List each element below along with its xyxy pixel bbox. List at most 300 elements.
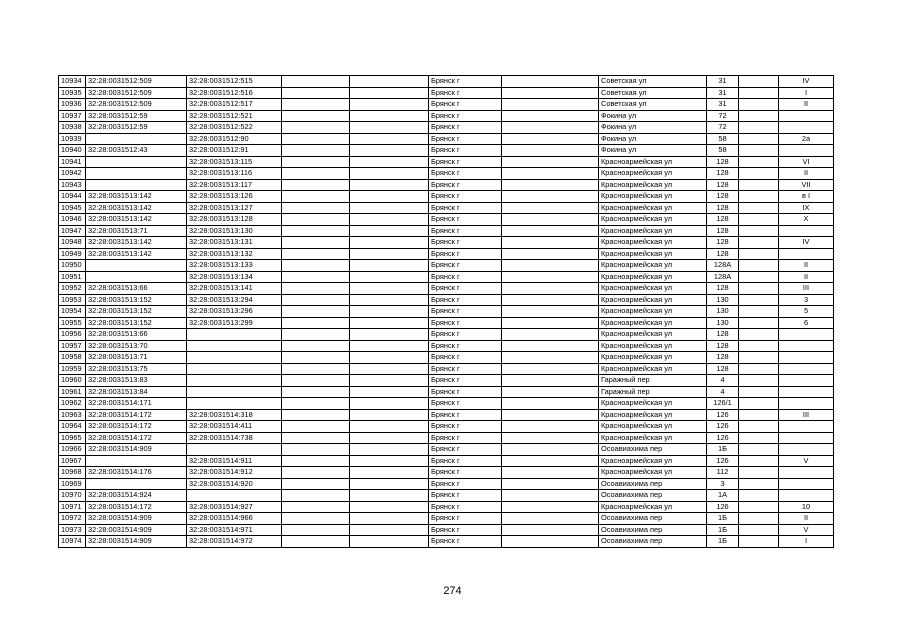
parent-cadastral-number-cell: 32:28:0031514:924 <box>86 490 187 502</box>
table-row <box>59 455 834 467</box>
house-number-cell: 72 <box>707 110 739 122</box>
empty-cell <box>502 444 599 456</box>
room-number-cell: V <box>779 455 834 467</box>
city-cell: Брянск г <box>429 133 502 145</box>
parent-cadastral-number-cell: 32:28:0031514:909 <box>86 524 187 536</box>
row-number-cell: 10942 <box>59 168 86 180</box>
empty-cell <box>282 467 350 479</box>
empty-cell <box>502 421 599 433</box>
table-row <box>59 524 834 536</box>
table-row <box>59 156 834 168</box>
street-cell: Красноармейская ул <box>599 248 707 260</box>
city-cell: Брянск г <box>429 490 502 502</box>
room-number-cell: II <box>779 260 834 272</box>
empty-cell <box>282 156 350 168</box>
empty-cell <box>350 110 429 122</box>
table-row <box>59 271 834 283</box>
cadastral-number-cell: 32:28:0031514:927 <box>187 501 282 513</box>
empty-cell <box>282 214 350 226</box>
empty-cell <box>350 501 429 513</box>
cadastral-number-cell: 32:28:0031513:133 <box>187 260 282 272</box>
parent-cadastral-number-cell: 32:28:0031513:152 <box>86 294 187 306</box>
empty-cell <box>350 168 429 180</box>
house-number-cell: 130 <box>707 294 739 306</box>
table-row <box>59 444 834 456</box>
city-cell: Брянск г <box>429 191 502 203</box>
house-number-cell: 128 <box>707 352 739 364</box>
cadastral-number-cell: 32:28:0031514:920 <box>187 478 282 490</box>
house-number-cell: 130 <box>707 317 739 329</box>
room-number-cell: IV <box>779 76 834 88</box>
empty-cell <box>502 168 599 180</box>
street-cell: Красноармейская ул <box>599 352 707 364</box>
empty-cell <box>282 455 350 467</box>
table-row <box>59 386 834 398</box>
empty-cell <box>350 409 429 421</box>
empty-cell <box>350 260 429 272</box>
table-row <box>59 513 834 525</box>
city-cell: Брянск г <box>429 225 502 237</box>
cadastral-number-cell: 32:28:0031514:318 <box>187 409 282 421</box>
parent-cadastral-number-cell: 32:28:0031513:152 <box>86 317 187 329</box>
row-number-cell: 10962 <box>59 398 86 410</box>
empty-cell <box>739 421 779 433</box>
cadastral-number-cell: 32:28:0031513:116 <box>187 168 282 180</box>
empty-cell <box>350 122 429 134</box>
row-number-cell: 10963 <box>59 409 86 421</box>
empty-cell <box>282 432 350 444</box>
page-number: 274 <box>443 585 462 597</box>
house-number-cell: 128А <box>707 271 739 283</box>
street-cell: Осоавиахима пер <box>599 536 707 548</box>
street-cell: Советская ул <box>599 87 707 99</box>
room-number-cell: VI <box>779 156 834 168</box>
table-row <box>59 168 834 180</box>
street-cell: Фокина ул <box>599 133 707 145</box>
row-number-cell: 10964 <box>59 421 86 433</box>
row-number-cell: 10954 <box>59 306 86 318</box>
city-cell: Брянск г <box>429 248 502 260</box>
city-cell: Брянск г <box>429 421 502 433</box>
street-cell: Фокина ул <box>599 110 707 122</box>
empty-cell <box>282 168 350 180</box>
street-cell: Осоавиахима пер <box>599 444 707 456</box>
cadastral-number-cell <box>187 340 282 352</box>
room-number-cell <box>779 375 834 387</box>
parent-cadastral-number-cell: 32:28:0031513:70 <box>86 340 187 352</box>
empty-cell <box>350 248 429 260</box>
empty-cell <box>350 478 429 490</box>
room-number-cell: 5 <box>779 306 834 318</box>
house-number-cell: 126 <box>707 432 739 444</box>
empty-cell <box>350 76 429 88</box>
empty-cell <box>350 455 429 467</box>
parent-cadastral-number-cell: 32:28:0031514:172 <box>86 501 187 513</box>
table-row <box>59 225 834 237</box>
parent-cadastral-number-cell <box>86 455 187 467</box>
street-cell: Красноармейская ул <box>599 179 707 191</box>
parent-cadastral-number-cell: 32:28:0031513:71 <box>86 225 187 237</box>
empty-cell <box>282 409 350 421</box>
room-number-cell <box>779 421 834 433</box>
empty-cell <box>282 179 350 191</box>
room-number-cell: III <box>779 409 834 421</box>
cadastral-number-cell <box>187 329 282 341</box>
empty-cell <box>739 490 779 502</box>
cadastral-number-cell: 32:28:0031514:966 <box>187 513 282 525</box>
empty-cell <box>350 444 429 456</box>
table-row <box>59 294 834 306</box>
row-number-cell: 10971 <box>59 501 86 513</box>
house-number-cell: 128 <box>707 156 739 168</box>
city-cell: Брянск г <box>429 260 502 272</box>
parent-cadastral-number-cell: 32:28:0031512:59 <box>86 122 187 134</box>
row-number-cell: 10961 <box>59 386 86 398</box>
empty-cell <box>282 110 350 122</box>
empty-cell <box>502 478 599 490</box>
empty-cell <box>350 363 429 375</box>
empty-cell <box>739 202 779 214</box>
table-row <box>59 191 834 203</box>
row-number-cell: 10955 <box>59 317 86 329</box>
empty-cell <box>739 306 779 318</box>
street-cell: Красноармейская ул <box>599 225 707 237</box>
row-number-cell: 10958 <box>59 352 86 364</box>
empty-cell <box>502 432 599 444</box>
house-number-cell: 128 <box>707 168 739 180</box>
empty-cell <box>282 76 350 88</box>
city-cell: Брянск г <box>429 329 502 341</box>
street-cell: Красноармейская ул <box>599 455 707 467</box>
house-number-cell: 126 <box>707 421 739 433</box>
cadastral-number-cell: 32:28:0031514:411 <box>187 421 282 433</box>
room-number-cell: 10 <box>779 501 834 513</box>
room-number-cell: 2а <box>779 133 834 145</box>
street-cell: Красноармейская ул <box>599 191 707 203</box>
empty-cell <box>502 352 599 364</box>
cadastral-number-cell: 32:28:0031512:91 <box>187 145 282 157</box>
registry-table-body <box>59 76 834 548</box>
empty-cell <box>350 421 429 433</box>
room-number-cell <box>779 432 834 444</box>
table-row <box>59 467 834 479</box>
empty-cell <box>350 283 429 295</box>
empty-cell <box>350 133 429 145</box>
empty-cell <box>739 225 779 237</box>
empty-cell <box>502 76 599 88</box>
house-number-cell: 4 <box>707 386 739 398</box>
parent-cadastral-number-cell <box>86 156 187 168</box>
room-number-cell: 6 <box>779 317 834 329</box>
parent-cadastral-number-cell: 32:28:0031514:172 <box>86 409 187 421</box>
empty-cell <box>350 306 429 318</box>
city-cell: Брянск г <box>429 156 502 168</box>
cadastral-number-cell: 32:28:0031514:738 <box>187 432 282 444</box>
empty-cell <box>502 306 599 318</box>
parent-cadastral-number-cell <box>86 260 187 272</box>
empty-cell <box>282 363 350 375</box>
row-number-cell: 10970 <box>59 490 86 502</box>
parent-cadastral-number-cell: 32:28:0031513:142 <box>86 191 187 203</box>
row-number-cell: 10957 <box>59 340 86 352</box>
room-number-cell: 3 <box>779 294 834 306</box>
house-number-cell: 1Б <box>707 524 739 536</box>
street-cell: Красноармейская ул <box>599 432 707 444</box>
parent-cadastral-number-cell: 32:28:0031514:176 <box>86 467 187 479</box>
row-number-cell: 10953 <box>59 294 86 306</box>
empty-cell <box>350 87 429 99</box>
room-number-cell: II <box>779 271 834 283</box>
room-number-cell <box>779 225 834 237</box>
empty-cell <box>502 329 599 341</box>
empty-cell <box>502 202 599 214</box>
street-cell: Фокина ул <box>599 145 707 157</box>
row-number-cell: 10960 <box>59 375 86 387</box>
table-row <box>59 248 834 260</box>
city-cell: Брянск г <box>429 363 502 375</box>
street-cell: Красноармейская ул <box>599 409 707 421</box>
empty-cell <box>282 352 350 364</box>
city-cell: Брянск г <box>429 375 502 387</box>
city-cell: Брянск г <box>429 294 502 306</box>
empty-cell <box>282 444 350 456</box>
parent-cadastral-number-cell: 32:28:0031513:71 <box>86 352 187 364</box>
parent-cadastral-number-cell: 32:28:0031513:84 <box>86 386 187 398</box>
empty-cell <box>739 87 779 99</box>
table-row <box>59 122 834 134</box>
parent-cadastral-number-cell: 32:28:0031512:509 <box>86 87 187 99</box>
table-row <box>59 432 834 444</box>
cadastral-number-cell: 32:28:0031514:911 <box>187 455 282 467</box>
house-number-cell: 128 <box>707 202 739 214</box>
room-number-cell: V <box>779 524 834 536</box>
empty-cell <box>502 455 599 467</box>
empty-cell <box>502 409 599 421</box>
cadastral-number-cell: 32:28:0031512:521 <box>187 110 282 122</box>
cadastral-number-cell <box>187 444 282 456</box>
empty-cell <box>739 133 779 145</box>
empty-cell <box>350 225 429 237</box>
room-number-cell: IX <box>779 202 834 214</box>
empty-cell <box>502 191 599 203</box>
house-number-cell: 126 <box>707 455 739 467</box>
room-number-cell: IV <box>779 237 834 249</box>
parent-cadastral-number-cell: 32:28:0031512:43 <box>86 145 187 157</box>
empty-cell <box>739 432 779 444</box>
cadastral-number-cell: 32:28:0031513:299 <box>187 317 282 329</box>
empty-cell <box>350 191 429 203</box>
house-number-cell: 1Б <box>707 536 739 548</box>
parent-cadastral-number-cell <box>86 168 187 180</box>
table-row <box>59 214 834 226</box>
table-row <box>59 306 834 318</box>
row-number-cell: 10938 <box>59 122 86 134</box>
empty-cell <box>282 421 350 433</box>
cadastral-number-cell: 32:28:0031514:972 <box>187 536 282 548</box>
house-number-cell: 128 <box>707 340 739 352</box>
empty-cell <box>502 133 599 145</box>
house-number-cell: 4 <box>707 375 739 387</box>
empty-cell <box>350 386 429 398</box>
street-cell: Красноармейская ул <box>599 306 707 318</box>
cadastral-number-cell <box>187 375 282 387</box>
parent-cadastral-number-cell: 32:28:0031512:59 <box>86 110 187 122</box>
city-cell: Брянск г <box>429 271 502 283</box>
row-number-cell: 10959 <box>59 363 86 375</box>
cadastral-number-cell: 32:28:0031513:130 <box>187 225 282 237</box>
empty-cell <box>282 513 350 525</box>
empty-cell <box>282 191 350 203</box>
cadastral-number-cell: 32:28:0031513:115 <box>187 156 282 168</box>
parent-cadastral-number-cell: 32:28:0031512:509 <box>86 76 187 88</box>
parent-cadastral-number-cell: 32:28:0031513:142 <box>86 248 187 260</box>
empty-cell <box>350 467 429 479</box>
parent-cadastral-number-cell: 32:28:0031513:83 <box>86 375 187 387</box>
house-number-cell: 128 <box>707 283 739 295</box>
city-cell: Брянск г <box>429 455 502 467</box>
city-cell: Брянск г <box>429 317 502 329</box>
street-cell: Красноармейская ул <box>599 340 707 352</box>
empty-cell <box>350 513 429 525</box>
empty-cell <box>282 87 350 99</box>
empty-cell <box>739 191 779 203</box>
city-cell: Брянск г <box>429 99 502 111</box>
empty-cell <box>282 329 350 341</box>
empty-cell <box>739 248 779 260</box>
cadastral-number-cell: 32:28:0031512:522 <box>187 122 282 134</box>
empty-cell <box>739 237 779 249</box>
empty-cell <box>739 317 779 329</box>
table-row <box>59 536 834 548</box>
house-number-cell: 1А <box>707 490 739 502</box>
room-number-cell <box>779 110 834 122</box>
empty-cell <box>350 490 429 502</box>
table-row <box>59 76 834 88</box>
city-cell: Брянск г <box>429 179 502 191</box>
street-cell: Красноармейская ул <box>599 467 707 479</box>
cadastral-number-cell: 32:28:0031513:296 <box>187 306 282 318</box>
cadastral-number-cell: 32:28:0031513:132 <box>187 248 282 260</box>
house-number-cell: 126 <box>707 409 739 421</box>
row-number-cell: 10941 <box>59 156 86 168</box>
empty-cell <box>739 122 779 134</box>
house-number-cell: 31 <box>707 99 739 111</box>
city-cell: Брянск г <box>429 432 502 444</box>
empty-cell <box>282 283 350 295</box>
empty-cell <box>739 271 779 283</box>
cadastral-number-cell <box>187 490 282 502</box>
city-cell: Брянск г <box>429 306 502 318</box>
city-cell: Брянск г <box>429 145 502 157</box>
empty-cell <box>502 386 599 398</box>
row-number-cell: 10937 <box>59 110 86 122</box>
cadastral-number-cell <box>187 352 282 364</box>
room-number-cell <box>779 329 834 341</box>
city-cell: Брянск г <box>429 501 502 513</box>
empty-cell <box>739 110 779 122</box>
house-number-cell: 1Б <box>707 444 739 456</box>
parent-cadastral-number-cell: 32:28:0031514:909 <box>86 444 187 456</box>
empty-cell <box>282 202 350 214</box>
city-cell: Брянск г <box>429 340 502 352</box>
row-number-cell: 10947 <box>59 225 86 237</box>
room-number-cell <box>779 340 834 352</box>
street-cell: Осоавиахима пер <box>599 513 707 525</box>
empty-cell <box>502 490 599 502</box>
empty-cell <box>350 271 429 283</box>
empty-cell <box>739 340 779 352</box>
house-number-cell: 128 <box>707 225 739 237</box>
row-number-cell: 10966 <box>59 444 86 456</box>
empty-cell <box>739 363 779 375</box>
empty-cell <box>739 179 779 191</box>
row-number-cell: 10934 <box>59 76 86 88</box>
empty-cell <box>502 467 599 479</box>
empty-cell <box>350 237 429 249</box>
cadastral-number-cell: 32:28:0031513:127 <box>187 202 282 214</box>
cadastral-number-cell: 32:28:0031512:90 <box>187 133 282 145</box>
house-number-cell: 58 <box>707 145 739 157</box>
empty-cell <box>502 156 599 168</box>
street-cell: Красноармейская ул <box>599 283 707 295</box>
room-number-cell <box>779 467 834 479</box>
table-row <box>59 179 834 191</box>
street-cell: Осоавиахима пер <box>599 490 707 502</box>
empty-cell <box>282 99 350 111</box>
empty-cell <box>282 145 350 157</box>
parent-cadastral-number-cell <box>86 478 187 490</box>
table-row <box>59 375 834 387</box>
city-cell: Брянск г <box>429 87 502 99</box>
row-number-cell: 10940 <box>59 145 86 157</box>
city-cell: Брянск г <box>429 478 502 490</box>
row-number-cell: 10935 <box>59 87 86 99</box>
table-row <box>59 501 834 513</box>
empty-cell <box>282 225 350 237</box>
street-cell: Красноармейская ул <box>599 294 707 306</box>
empty-cell <box>282 248 350 260</box>
cadastral-number-cell: 32:28:0031512:516 <box>187 87 282 99</box>
table-row <box>59 133 834 145</box>
empty-cell <box>502 524 599 536</box>
empty-cell <box>739 99 779 111</box>
empty-cell <box>350 352 429 364</box>
cadastral-number-cell <box>187 363 282 375</box>
row-number-cell: 10951 <box>59 271 86 283</box>
street-cell: Красноармейская ул <box>599 168 707 180</box>
table-row <box>59 329 834 341</box>
parent-cadastral-number-cell <box>86 179 187 191</box>
cadastral-number-cell: 32:28:0031512:515 <box>187 76 282 88</box>
empty-cell <box>502 283 599 295</box>
empty-cell <box>739 386 779 398</box>
empty-cell <box>502 122 599 134</box>
empty-cell <box>502 87 599 99</box>
parent-cadastral-number-cell: 32:28:0031514:909 <box>86 536 187 548</box>
empty-cell <box>502 340 599 352</box>
empty-cell <box>739 398 779 410</box>
empty-cell <box>350 536 429 548</box>
room-number-cell: III <box>779 283 834 295</box>
table-row <box>59 317 834 329</box>
empty-cell <box>502 179 599 191</box>
empty-cell <box>350 340 429 352</box>
empty-cell <box>282 478 350 490</box>
street-cell: Красноармейская ул <box>599 237 707 249</box>
empty-cell <box>739 467 779 479</box>
empty-cell <box>739 524 779 536</box>
empty-cell <box>282 501 350 513</box>
